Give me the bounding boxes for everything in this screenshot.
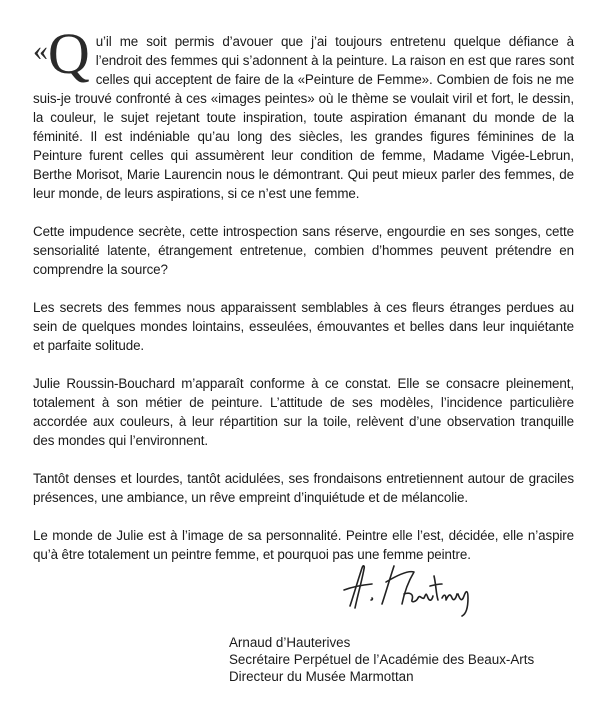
paragraph-5: Tantôt denses et lourdes, tantôt acidulées, ses frondaisons entretiennent autour de graciles présences, une ambiance, un rêve empreint d’inquiétude et de mélancolie.: [33, 471, 574, 505]
signature-block: [229, 634, 534, 685]
signatory-role: Directeur du Musée Marmottan: [229, 669, 414, 684]
drop-cap-letter: Q: [47, 21, 90, 86]
opening-guillemet: «: [33, 34, 48, 67]
quote-text: [33, 21, 574, 583]
signatory-name: Arnaud d’Hauterives: [229, 635, 351, 650]
paragraph-4: Julie Roussin-Bouchard m’apparaît conforme à ce constat. Elle se consacre pleinement, totalement à son métier de peinture. L’attitude de ses modèles, l’incidence particulière accordée aux couleurs, à leur répartition sur la toile, relèvent d’une observation tranquille des mondes qui l’environnent.: [33, 376, 574, 448]
handwritten-signature: [338, 556, 488, 618]
drop-cap: [33, 21, 90, 86]
paragraph-6: Le monde de Julie est à l’image de sa personnalité. Peintre elle l’est, décidée, elle n’aspire qu’à être totalement un peintre femme, et pourquoi pas une femme peintre.: [33, 528, 574, 562]
paragraph-2: Cette impudence secrète, cette introspection sans réserve, engourdie en ses songes, cette sensorialité latente, étrangement entretenue, combien d’hommes peuvent prétendre en comprendre la source?: [33, 224, 574, 277]
paragraph-1-text: u’il me soit permis d’avouer que j’ai toujours entretenu quelque défiance à l’endroit des femmes qui s’adonnent à la peinture. La raison en est que rares sont celles qui acceptent de faire de la «Peinture de Femme». Combien de fois ne me suis-je trouvé confronté à ces «images peintes» où le thème se voulait viril et fort, le dessin, la couleur, le sujet rejetant toute inspiration, toute aspiration émanant du monde de la féminité. Il est indéniable qu’au long des siècles, les grandes figures féminines de la Peinture furent celles qui assumèrent leur condition de femme, Madame Vigée-Lebrun, Berthe Morisot, Marie Laurencin nous le démontrant. Qui peut mieux parler des femmes, de leur monde, de leurs aspirations, si ce n’est une femme.: [33, 34, 574, 201]
paragraph-1: [33, 21, 574, 203]
signatory-title: Secrétaire Perpétuel de l’Académie des Beaux-Arts: [229, 652, 535, 667]
paragraph-3: Les secrets des femmes nous apparaissent semblables à ces fleurs étranges perdues au sein de quelques mondes lointains, esseulées, émouvantes et belles dans leur inquiétante et parfaite solitude.: [33, 300, 574, 353]
